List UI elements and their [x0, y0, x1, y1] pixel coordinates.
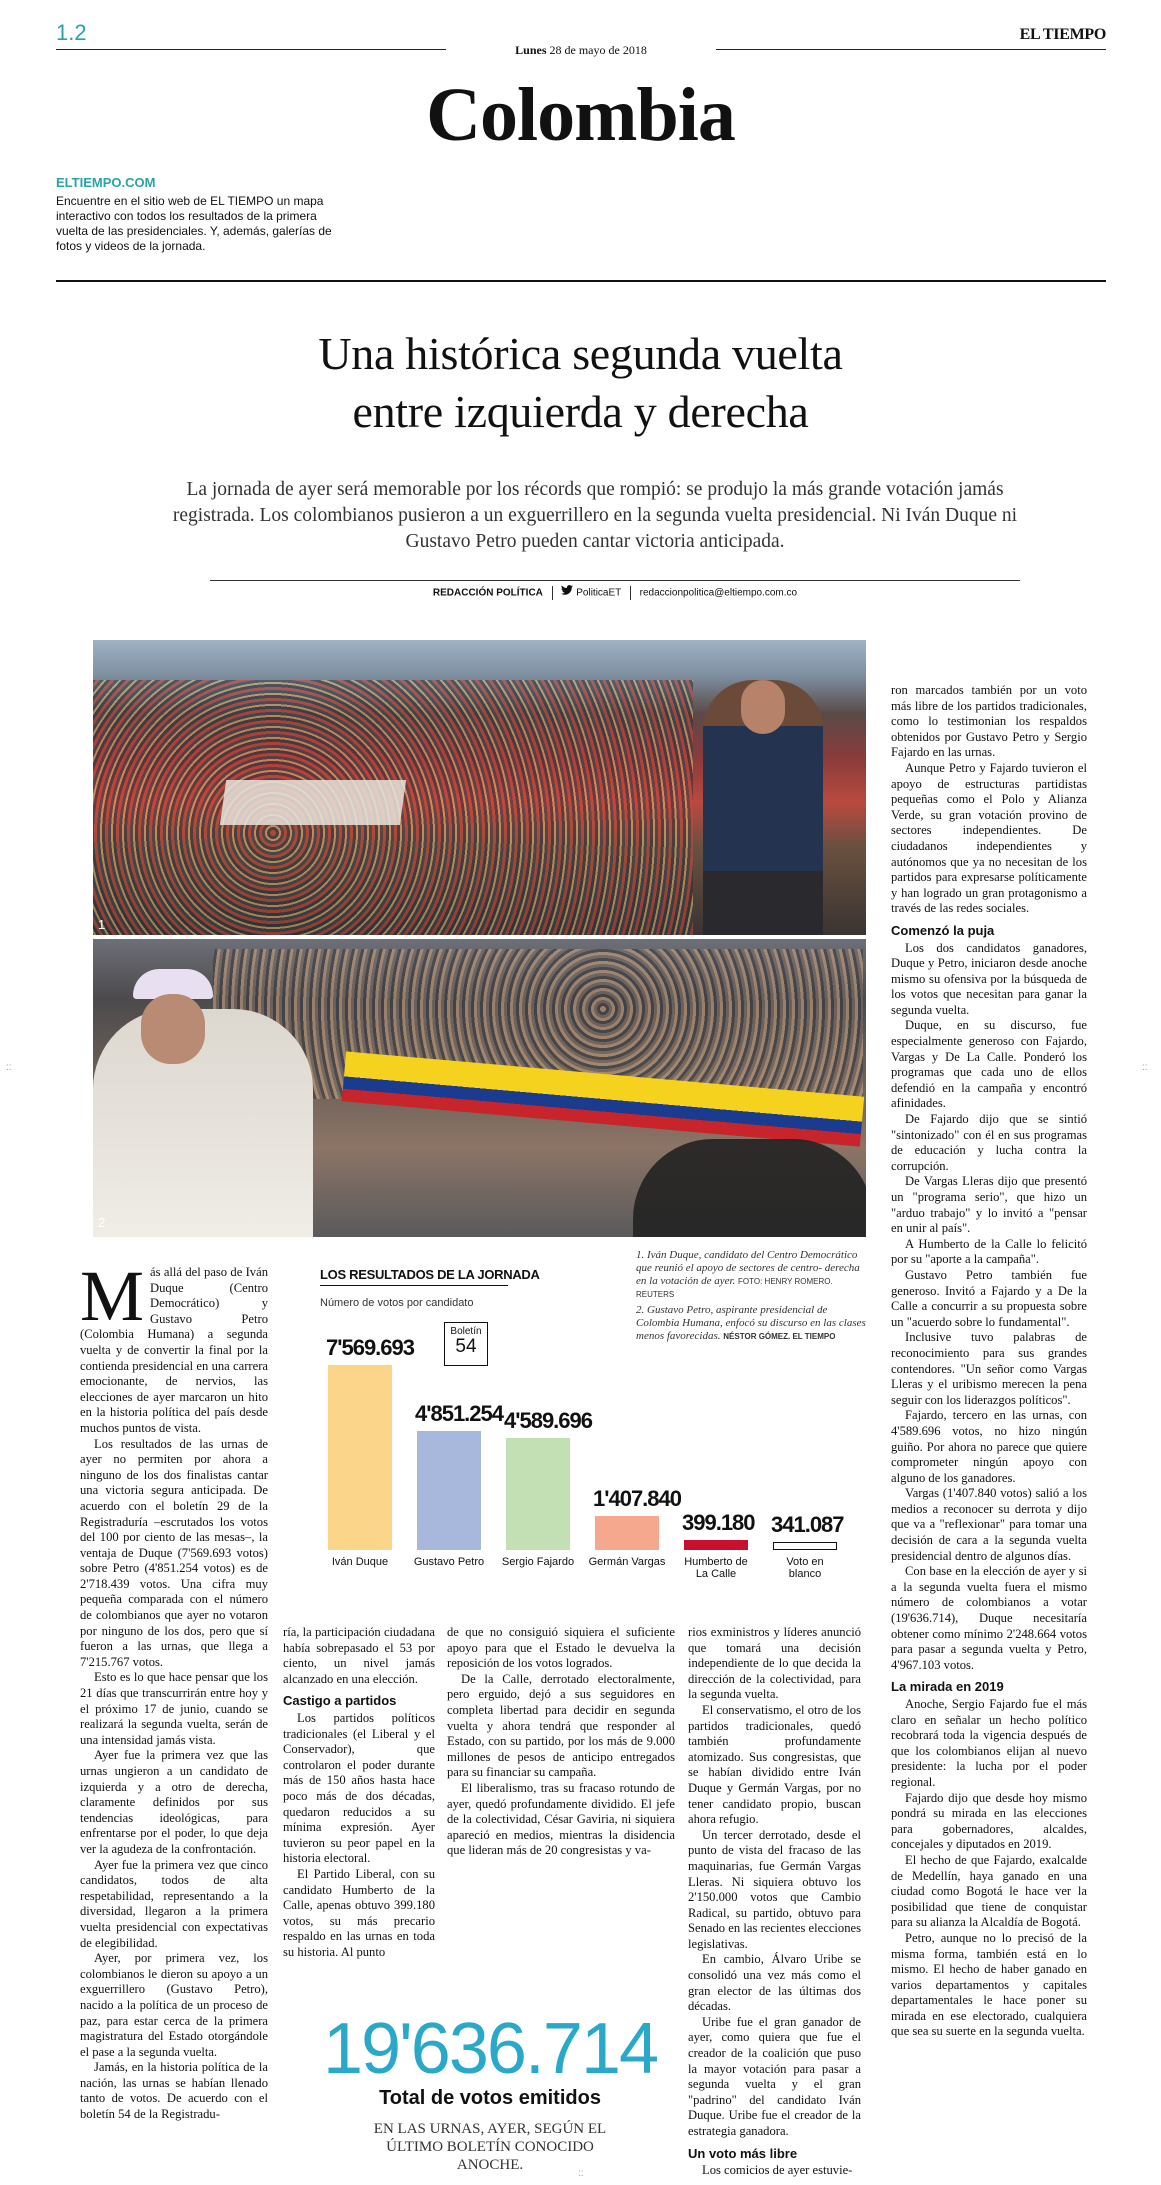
bar-category-label-2: Sergio Fajardo	[501, 1556, 575, 1568]
section-title: Colombia	[426, 73, 735, 157]
photo-duque	[93, 640, 866, 935]
promo-link[interactable]: ELTIEMPO.COM	[56, 175, 156, 190]
bar-value-label-2: 4'589.696	[504, 1407, 592, 1433]
date-day: Lunes	[515, 43, 547, 57]
bar-category-label-3: Germán Vargas	[588, 1556, 666, 1568]
bar-category-label-1: Gustavo Petro	[413, 1556, 485, 1568]
bar-value-label-4: 399.180	[682, 1510, 755, 1536]
brand-logo: EL TIEMPO	[1019, 26, 1106, 43]
deck: La jornada de ayer será memorable por los récords que rompió: se produjo la más grande votación jamás registrada. Los colombianos pusieron a un exguerrillero en la segunda vuelta presidencial. Ni Iván Duque ni Gustavo Petro pueden cantar victoria anticipada.	[172, 479, 1018, 552]
dropcap: M	[80, 1256, 145, 1336]
masthead-date	[446, 43, 716, 58]
article-col-1: Más allá del paso de Iván Duque (Centro Democrático) y Gustavo Petro (Colombia Humana) a segunda vuelta y de convertir la final por la contienda presidencial en una carrera emocionante, de nervios, las elecciones de ayer marcaron un hito en la historia política del país desde muchos puntos de vista. Los resultados de las urnas de ayer no permiten por ahora a ninguno de los dos finalistas cantar una victoria segura anticipada. De acuerdo con el boletín 29 de la Registraduría –escrutados los votos del 100 por ciento de las mesas–, la ventaja de Duque (7'569.693 votos) sobre Petro (4'851.254 votos) es de 2'718.439 votos. Una cifra muy pequeña comparada con el número de colombianos que ayer no votaron por ninguno de los dos, pero que sí fueron a las urnas, que llega a 7'215.767 votos. Esto es lo que hace pensar que los 21 días que transcurrirán entre hoy y el próximo 17 de junio, cuando se realizará la segunda vuelta, serán de una intensidad jamás vista. Ayer fue la primera vez que las urnas ungieron a un candidato de izquierda y a otro de derecha, claramente definidos por sus tendencias ideológicas, para enfrentarse por el poder, lo que deja ver la agudeza de la confrontación. Ayer fue la primera vez que cinco candidatos, todos de alta respetabilidad, representando a la diversidad, llegaron a la primera vuelta presidencial con expectativas de elegibilidad. Ayer, por primera vez, los colombianos le dieron su apoyo a un exguerrillero (Gustavo Petro), nacido a la política de un proceso de paz, para estar cerca de la primera magistratura del Estado otorgándole el pase a la segunda vuelta. Jamás, en la historia política de la nación, las urnas se habían llenado tanto de votos. De acuerdo con el boletín 54 de la Registradu-	[80, 1256, 268, 2122]
byline-email[interactable]: redaccionpolitica@eltiempo.com.co	[639, 587, 798, 599]
caption-1: 1. Iván Duque, candidato del Centro Democrático que reunió el apoyo de sectores de centro- derecha en la votación de ayer. FOTO: HENRY ROMERO. REUTERS	[636, 1249, 860, 1299]
byline-twitter[interactable]: PoliticaET	[576, 587, 622, 599]
chart-title: LOS RESULTADOS DE LA JORNADA	[320, 1267, 540, 1282]
total-votes-label: Total de votos emitidos	[379, 2087, 601, 2109]
date-rest: 28 de mayo de 2018	[549, 43, 647, 57]
bar-4	[684, 1540, 748, 1550]
boletin-number: 54	[455, 1336, 477, 1357]
photo1-number: 1	[98, 917, 106, 932]
headline	[0, 325, 1161, 441]
article-col-2: ría, la participación ciudadana había sobrepasado el 53 por ciento, un nivel jamás alcanzado en una elección. Castigo a partidos Los partidos políticos tradicionales (el Liberal y el Conservador), que controlaron el poder durante más de 150 años hasta hace poco más de dos décadas, quedaron reducidos a su mínima expresión. Ayer tuvieron su peor papel en la historia electoral. El Partido Liberal, con su candidato Humberto de la Calle, apenas obtuvo 399.180 votos, su más precario respaldo en las urnas en toda su historia. Al punto	[283, 1625, 435, 1959]
bar-category-label-4: Humberto de La Calle	[684, 1556, 748, 1580]
page-number: 1.2	[56, 20, 87, 45]
twitter-icon	[561, 585, 573, 601]
bar-2	[506, 1438, 570, 1550]
bar-value-label-0: 7'569.693	[326, 1335, 414, 1360]
caption-2-credit: NÉSTOR GÓMEZ. EL TIEMPO	[723, 1332, 836, 1341]
fold-mark-bottom: ::	[578, 2168, 584, 2179]
fold-mark-left: ::	[6, 1062, 12, 1073]
bar-category-label-0: Iván Duque	[331, 1556, 389, 1568]
subhead-mirada: La mirada en 2019	[891, 1679, 1004, 1695]
caption-1-credit: FOTO: HENRY ROMERO. REUTERS	[636, 1277, 833, 1299]
byline	[210, 585, 1020, 602]
bar-3	[595, 1516, 659, 1550]
bar-category-label-5: Voto en blanco	[786, 1556, 824, 1580]
bar-value-label-3: 1'407.840	[593, 1485, 681, 1511]
total-votes-box	[300, 2005, 680, 2174]
byline-rule	[210, 580, 1020, 581]
results-chart	[310, 1320, 850, 1580]
photo2-number: 2	[98, 1215, 106, 1230]
photo-captions	[636, 1249, 866, 1343]
byline-author: REDACCIÓN POLÍTICA	[432, 587, 543, 599]
bar-5	[773, 1542, 837, 1550]
total-votes-sub: EN LAS URNAS, AYER, SEGÚN EL ÚLTIMO BOLETÍN CONOCIDO ANOCHE.	[373, 2121, 607, 2173]
article-col-4: rios exministros y líderes anunció que tomará una decisión independiente de lo que decida la dirección de la colectividad, para la segunda vuelta. El conservatismo, el otro de los partidos tradicionales, quedó también profundamente atomizado. Sus congresistas, que se habían dividido entre Iván Duque y Germán Vargas, por no tener candidato propio, buscan ahora refugio. Un tercer derrotado, desde el punto de vista del fracaso de las maquinarias, fue Germán Vargas Lleras. Ni siquiera obtuvo los 2'150.000 votos que Cambio Radical, su partido, obtuvo para Senado en las recientes elecciones legislativas. En cambio, Álvaro Uribe se consolidó una vez más como el gran elector de las últimas dos décadas. Uribe fue el gran ganador de ayer, como quiera que fue el creador de la coalición que puso la mayor votación para pasar a segunda vuelta y el gran "padrino" del candidato Iván Duque. Uribe fue el creador de la estrategia ganadora. Un voto más libre Los comicios de ayer estuvie-	[688, 1625, 861, 2178]
fold-mark-right: ::	[1142, 1062, 1148, 1073]
photo-petro	[93, 939, 866, 1237]
bar-value-label-5: 341.087	[771, 1511, 844, 1537]
bar-0	[328, 1365, 392, 1550]
chart-title-rule	[320, 1285, 508, 1286]
masthead-rule-right	[716, 49, 1106, 50]
subhead-voto-libre: Un voto más libre	[688, 2145, 798, 2161]
boletin-label: Boletín	[450, 1326, 482, 1337]
headline-line1: Una histórica segunda vuelta	[318, 328, 843, 379]
chart-subtitle: Número de votos por candidato	[320, 1297, 474, 1309]
article-col-5: ron marcados también por un voto más libre de los partidos tradicionales, como lo testimonian los respaldos obtenidos por Gustavo Petro y Sergio Fajardo en las urnas. Aunque Petro y Fajardo tuvieron el apoyo de estructuras partidistas pequeñas como el Polo y Alianza Verde, su gran votación provino de sectores independientes. De ciudadanos independientes y autónomos que ya no necesitan de los partidos para expresarse políticamente y han logrado un gran protagonismo a través de las redes sociales. Comenzó la puja Los dos candidatos ganadores, Duque y Petro, iniciaron desde anoche mismo su ofensiva por la búsqueda de los votos que necesitan para ganar la segunda vuelta. Duque, en su discurso, fue especialmente generoso con Fajardo, Vargas y De La Calle. Ponderó los programas que cada uno de ellos defendió en la campaña y encontró afinidades. De Fajardo dijo que se sintió "sintonizado" con él en sus programas de educación y lucha contra la corrupción. De Vargas Lleras dijo que presentó un "programa serio", que hizo un "arduo trabajo" y lo invitó a "pensar en unir al país". A Humberto de la Calle lo felicitó por su "aporte a la campaña". Gustavo Petro también fue generoso. Invitó a Fajardo y a De la Calle a concurrir a su propuesta sobre un "acuerdo sobre lo fundamental". Inclusive tuvo palabras de reconocimiento para sus grandes contendores. "Un señor como Vargas Lleras y el uribismo merecen la pena seguir con los liderazgos políticos". Fajardo, tercero en las urnas, con 4'589.696 votos, no hizo ningún guiño. Por ahora no parece que quiere comprometer ningún apoyo con alguno de los ganadores. Vargas (1'407.840 votos) salió a los medios a reconocer su derrota y dijo que va a "reflexionar" para tomar una decisión de cara a la segunda vuelta presidencial dentro de algunos días. Con base en la elección de ayer y si a la segunda vuelta fuera el mismo número de colombianos a votar (19'636.714), Duque necesitaría obtener como mínimo 2'248.664 votos para pasar a segunda vuelta y Petro, 4'967.103 votos. La mirada en 2019 Anoche, Sergio Fajardo fue el más claro en señalar un hecho político recobrará toda la vigencia después de que los colombianos elijan al nuevo presidente: la lucha por el poder regional. Fajardo dijo que desde hoy mismo pondrá su mirada en las elecciones para gobernadores, alcaldes, concejales y diputados en 2019. El hecho de que Fajardo, exalcalde de Medellín, haya ganado en una ciudad como Bogotá le hace ver la posibilidad que tiene de conquistar para su alianza la Alcaldía de Bogotá. Petro, aunque no lo precisó de la misma forma, también está en lo mismo. El hecho de haber ganado en varios departamentos y capitales departamentales le hace poner su mirada en ese electorado, cualquiera que sea su suerte en la segunda vuelta.	[891, 683, 1087, 2039]
article-col-3: de que no consiguió siquiera el suficiente apoyo para que el Estado le devuelva la reposición de los votos logrados. De la Calle, derrotado electoralmente, pero erguido, dejó a sus seguidores en completa libertad para decidir en segunda vuelta y ahora tendrá que responder al Estado, con su partido, por los más de 9.000 millones de pesos de anticipo entregados para su financiar su campaña. El liberalismo, tras su fracaso rotundo de ayer, quedó profundamente dividido. El jefe de la colectividad, César Gaviria, ni siquiera apareció en medios, mientras la disidencia que lideran más de 20 congresistas y va-	[447, 1625, 675, 1858]
subhead-puja: Comenzó la puja	[891, 922, 995, 938]
caption-2: 2. Gustavo Petro, aspirante presidencial de Colombia Humana, enfocó su discurso en las clases menos favorecidas. NÉSTOR GÓMEZ. EL TIEMPO	[636, 1304, 866, 1342]
header-divider	[56, 280, 1106, 282]
headline-line2: entre izquierda y derecha	[352, 386, 809, 437]
bar-value-label-1: 4'851.254	[415, 1401, 503, 1427]
bar-1	[417, 1431, 481, 1550]
promo-text: Encuentre en el sitio web de EL TIEMPO un mapa interactivo con todos los resultados de la primera vuelta de las presidenciales. Y, además, galerías de fotos y videos de la jornada.	[56, 194, 332, 253]
total-votes-number: 19'636.714	[322, 2009, 658, 2089]
masthead-rule-left	[56, 49, 446, 50]
subhead-castigo: Castigo a partidos	[283, 1693, 397, 1709]
